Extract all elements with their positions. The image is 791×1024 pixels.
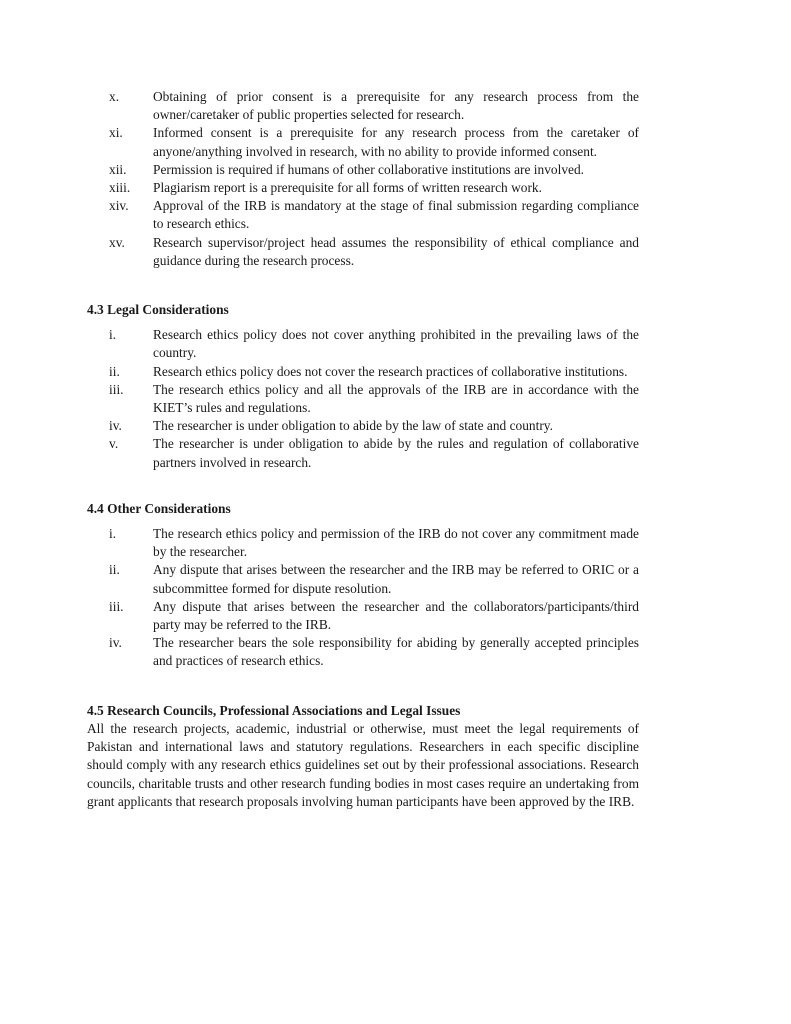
section-heading: 4.5 Research Councils, Professional Associations and Legal Issues [87,702,461,718]
item-number: xv. [109,234,125,250]
list-item [87,88,639,124]
item-number: ii. [109,562,120,578]
item-number: iv. [109,635,122,651]
list-item [87,179,639,197]
section-paragraph: All the research projects, academic, industrial or otherwise, must meet the legal requirements of Pakistan and international laws and statutory regulations. Researchers in each specific discipline should comply with any research ethics guidelines set out by their professional associations. Research councils, charitable trusts and other research funding bodies in most cases require an undertaking from grant applicants that research proposals involving human participants have been approved by the IRB. [87,720,639,809]
list-item [87,381,639,417]
other-considerations-section [87,500,639,671]
legal-considerations-section [87,301,639,472]
item-text: The researcher is under obligation to abide by the law of state and country. [153,418,553,434]
list-item [87,234,639,270]
item-text: Obtaining of prior consent is a prerequisite for any research process from the owner/caretaker of public properties selected for research. [153,89,639,123]
item-number: v. [109,436,119,452]
item-number: ii. [109,363,120,379]
item-number: xi. [109,125,123,141]
item-number: iii. [109,598,124,614]
item-text: The researcher is under obligation to abide by the rules and regulation of collaborative partners involved in research. [153,436,639,470]
ethics-list-continued [87,88,639,270]
item-text: Any dispute that arises between the researcher and the IRB may be referred to ORIC or a subcommittee formed for dispute resolution. [153,562,639,596]
list-item [87,561,639,597]
item-text: The research ethics policy and all the approvals of the IRB are in accordance with the KIET’s rules and regulations. [153,381,639,416]
item-number: i. [109,526,117,542]
item-text: Research supervisor/project head assumes the responsibility of ethical compliance and guidance during the research process. [153,234,639,268]
item-text: The research ethics policy and permission of the IRB do not cover any commitment made by the researcher. [153,526,639,560]
item-text: Any dispute that arises between the researcher and the collaborators/participants/third party may be referred to the IRB. [153,598,639,633]
list-item [87,598,639,634]
item-text: Permission is required if humans of other collaborative institutions are involved. [153,161,585,177]
document-page [87,88,639,811]
item-text: Research ethics policy does not cover the research practices of collaborative institutions. [153,363,628,379]
item-text: Informed consent is a prerequisite for any research process from the caretaker of anyone/anything involved in research, with no ability to provide informed consent. [153,125,639,159]
item-text: Approval of the IRB is mandatory at the stage of final submission regarding compliance to research ethics. [153,198,639,232]
list-item [87,197,639,233]
item-number: iii. [109,381,124,397]
section-heading: 4.3 Legal Considerations [87,302,229,318]
list-item [87,161,639,179]
item-number: x. [109,89,120,104]
list-item [87,634,639,670]
item-number: xiii. [109,180,131,196]
item-text: Plagiarism report is a prerequisite for all forms of written research work. [153,180,542,196]
item-number: xiv. [109,198,129,214]
other-list [87,525,639,671]
item-number: i. [109,327,117,343]
section-heading: 4.4 Other Considerations [87,500,231,516]
list-item [87,363,639,381]
research-councils-section [87,702,639,811]
item-number: iv. [109,418,122,434]
list-item [87,435,639,471]
legal-list [87,326,639,472]
list-item [87,326,639,362]
item-text: Research ethics policy does not cover anything prohibited in the prevailing laws of the country. [153,327,639,361]
list-item [87,417,639,435]
list-item [87,124,639,160]
list-item [87,525,639,561]
item-text: The researcher bears the sole responsibility for abiding by generally accepted principles and practices of research ethics. [153,635,639,669]
item-number: xii. [109,161,127,177]
